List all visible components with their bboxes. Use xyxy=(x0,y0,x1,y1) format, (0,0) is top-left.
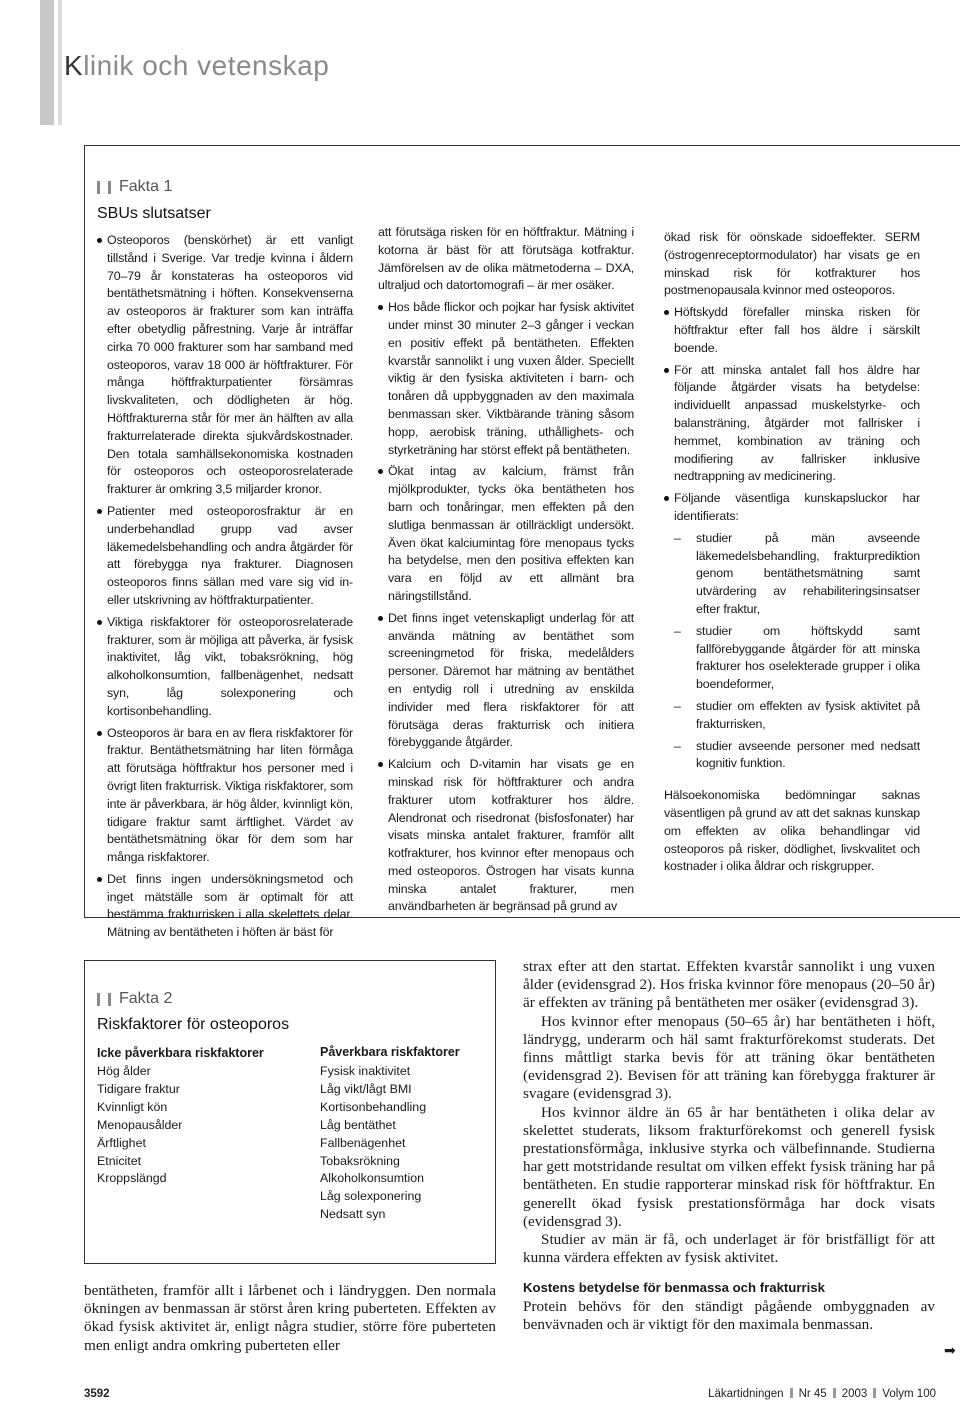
bullet-item: För att minska antalet fall hos äldre har följande åtgärder visats ha betydelse: individuellt anpassad muskelstyrke- och balansträning, åtgärder mot fallrisker i hemmet, kombination av träning och modifiering av fallrisker inklusive nedtrappning av medicinering. xyxy=(664,362,920,487)
bullet-item: Osteoporos är bara en av flera riskfaktorer för fraktur. Bentäthetsmätning har liten förmåga att förutsäga höftfraktur hos personer med i övrigt liten frakturrisk. Viktiga riskfaktorer, som inte är påverkbara, är hög ålder, kvinnligt kön, tidigare fraktur samt ärftlighet. Värdet av bentäthetsmätning ökar för dem som har många riskfaktorer. xyxy=(97,725,353,867)
paragraph: att förutsäga risken för en höftfraktur. Mätning i kotorna är bäst för att förutsäga kotfraktur. Jämförelsen av de olika mätmetoderna – DXA, ultraljud och datortomografi – är mer osäker. xyxy=(378,225,634,293)
bullet-item: Ökat intag av kalcium, främst från mjölkprodukter, tycks öka bentätheten hos barn och tonåringar, men effekten på den slutliga benmassan är otillräckligt undersökt. Även ökat kalciumintag före menopaus tycks ha betydelse, men den positiva effekten kan vara en följd av ett allmänt bra näringstillstånd. xyxy=(378,463,634,605)
fakta1-label: Fakta 1 xyxy=(97,178,172,196)
header-decoration-bar xyxy=(40,0,54,125)
fakta-marker-icon xyxy=(108,181,111,194)
paragraph: Hälsoekonomiska bedömningar saknas väsentligen på grund av att det saknas kunskap om effekten av olika behandlingar vid osteoporos på risker, dödlighet, livskvalitet och kostnader i olika åldrar och riskgrupper. xyxy=(664,788,920,874)
dash-item: – studier på män avseende läkemedelsbehandling, frakturprediktion genom bentäthetsmätning samt utvärdering av rehabiliteringsinsatser efter fraktur, xyxy=(664,530,920,619)
risk-factor-item: Kortisonbehandling xyxy=(320,1099,427,1114)
fakta-marker-icon xyxy=(108,993,111,1006)
dash-item: – studier om höftskydd samt fallförebyggande åtgärder för att minska frakturer hos oselekterade grupper i olika boendeformer, xyxy=(664,623,920,694)
bullet-item: Osteoporos (benskörhet) är ett vanligt tillstånd i Sverige. Var tredje kvinna i åldern 70–79 år konstateras ha osteoporos vid bentäthetsmätning i höften. Konsekvenserna av osteoporos är frakturer som kan inträffa efter obetydlig påfrestning. Varje år inträffar cirka 70 000 frakturer som har samband med osteoporos, varav 18 000 är höftfrakturer. För många höftfrakturpatienter försämras livskvaliteten, och dödligheten är hög. Höftfrakturerna står för mer än hälften av alla frakturrelaterade direkta sjukvårdskostnader. Den totala samhällsekonomiska kostnaden för osteoporos och osteoporosrelaterade frakturer är omkring 3,5 miljarder kronor. xyxy=(97,232,353,499)
body-paragraph: Protein behövs för den ständigt pågående ombyggnaden av benvävnaden och är viktigt för den maximala benmassan. xyxy=(523,1297,935,1333)
header-decoration-bar-thin xyxy=(58,0,62,125)
risk-factor-item: Tidigare fraktur xyxy=(97,1081,180,1096)
risk-factor-item: Fallbenägenhet xyxy=(320,1135,406,1150)
separator xyxy=(833,1388,836,1398)
fakta2-label: Fakta 2 xyxy=(97,990,172,1008)
body-text-left: bentätheten, framför allt i lårbenet och i ländryggen. Den normala ökningen av benmassan är störst åren kring puberteten. Effekten av ökad fysisk aktivitet är, enligt några studier, större före puberteten men enligt andra omkring puberteten eller xyxy=(84,1282,496,1354)
risk-factor-item: Fysisk inaktivitet xyxy=(320,1064,411,1078)
bullet-item: Kalcium och D-vitamin har visats ge en minskad risk för höftfrakturer och andra frakturer utom kotfrakturer hos äldre. Alendronat och risedronat (bisfosfonater) har visats minska antalet frakturer, framför allt kotfrakturer, hos kvinnor efter menopaus och med osteoporos. Östrogen har visats kunna minska antalet frakturer, men användbarheten är begränsad på grund av xyxy=(378,756,634,916)
volume: Volym 100 xyxy=(882,1388,936,1400)
nonmodifiable-risk-heading: Icke påverkbara riskfaktorer xyxy=(97,1046,264,1060)
risk-factor-item: Låg vikt/lågt BMI xyxy=(320,1081,412,1096)
bullet-item: Det finns ingen undersökningsmetod och inget mätställe som är optimalt för att bestämma frakturrisken i alla skelettets delar. Mätning av bentätheten i höften är bäst för xyxy=(97,871,353,942)
separator xyxy=(790,1388,793,1398)
journal-name: Läkartidningen xyxy=(708,1388,784,1400)
section-title: Klinik och vetenskap xyxy=(64,50,330,81)
continue-arrow-icon: ➡ xyxy=(944,1342,956,1358)
separator xyxy=(873,1388,876,1398)
bullet-item: Det finns inget vetenskapligt underlag för att använda mätning av bentäthet som screeningmetod för friska, medelålders personer. Däremot har mätning av bentäthet en entydig roll i utredning av enskilda individer med flera riskfaktorer för att förutsäga deras frakturrisk och initiera förebyggande åtgärder. xyxy=(378,610,634,752)
footer-journal-info xyxy=(708,1388,936,1400)
risk-factor-item: Nedsatt syn xyxy=(320,1207,386,1222)
modifiable-risk-list xyxy=(320,1063,426,1224)
bullet-item: Patienter med osteoporosfraktur är en underbehandlad grupp vad avser läkemedelsbehandling och andra åtgärder för att förebygga nya frakturer. Diagnosen osteoporos finns sällan med vare sig vid in- eller utskrivning av höftfrakturpatienter. xyxy=(97,503,353,610)
fakta1-column-1 xyxy=(97,232,353,946)
risk-factor-item: Kroppslängd xyxy=(97,1171,167,1186)
risk-factor-item: Tobaksrökning xyxy=(320,1153,400,1168)
fakta1-column-3 xyxy=(664,229,920,880)
risk-factor-item: Låg bentäthet xyxy=(320,1117,396,1132)
fakta-marker-icon xyxy=(97,181,100,194)
body-paragraph: Hos kvinnor efter menopaus (50–65 år) har bentätheten i höft, ländrygg, underarm och häl samt frakturförekomst studerats. Det finns måttligt starka bevis för att träning ökar bentätheten (evidensgrad 2). Bevisen för att träning kan förebygga frakturer är svagare (evidensgrad 3). xyxy=(523,1012,935,1103)
body-paragraph: Hos kvinnor äldre än 65 år har bentätheten i olika delar av skelettet studerats, liksom frakturförekomst och generell fysisk prestationsförmåga, inklusive styrka och välbefinnande. Studierna har gett motstridande resultat om vilken effekt fysisk träning har på bentätheten. En studie rapporterar minskad risk för höftfraktur. En generellt ökad fysisk prestationsförmåga har dock visats (evidensgrad 3). xyxy=(523,1103,935,1230)
fakta1-heading: SBUs slutsatser xyxy=(97,205,211,222)
fakta2-heading: Riskfaktorer för osteoporos xyxy=(97,1016,290,1033)
bullet-item: Följande väsentliga kunskapsluckor har identifierats: xyxy=(664,490,920,526)
paragraph: ökad risk för oönskade sidoeffekter. SERM (östrogenreceptormodulator) har visats ge en minskad risk för kotfrakturer hos postmenopausala kvinnor med osteoporos. xyxy=(664,230,920,298)
body-paragraph: Studier av män är få, och underlaget är för bristfälligt för att kunna värdera effekten av fysisk aktivitet. xyxy=(523,1231,935,1267)
risk-factor-item: Hög ålder xyxy=(97,1064,151,1078)
bullet-item: Höftskydd förefaller minska risken för höftfraktur efter fall hos äldre i särskilt boende. xyxy=(664,304,920,357)
page-number: 3592 xyxy=(84,1388,110,1400)
fakta-marker-icon xyxy=(97,993,100,1006)
risk-factor-item: Etnicitet xyxy=(97,1153,142,1168)
risk-factor-item: Ärftlighet xyxy=(97,1135,146,1150)
bullet-item: Hos både flickor och pojkar har fysisk aktivitet under minst 30 minuter 2–3 gånger i veckan en positiv effekt på bentätheten. Effekten kvarstår sannolikt i ung vuxen ålder. Speciellt viktig är den fysiska aktiviteten i barn- och tonåren då uppbyggnaden av den maximala benmassan sker. Viktbärande träning såsom hopp, aerobisk träning, uthållighets- och styrketräning har störst effekt på bentätheten. xyxy=(378,299,634,459)
risk-factor-item: Menopausålder xyxy=(97,1117,183,1132)
fakta1-column-2 xyxy=(378,224,634,920)
nonmodifiable-risk-list xyxy=(97,1063,182,1188)
risk-factor-item: Låg solexponering xyxy=(320,1189,422,1204)
year: 2003 xyxy=(841,1388,868,1400)
bullet-item: Viktiga riskfaktorer för osteoporosrelaterade frakturer, som är möjliga att påverka, är fysisk inaktivitet, låg vikt, tobaksrökning, hög alkoholkonsumtion, fallbenägenhet, nedsatt syn, låg solexponering och kortisonbehandling. xyxy=(97,614,353,721)
body-paragraph: strax efter att den startat. Effekten kvarstår sannolikt i ung vuxen ålder (evidensgrad 2). Hos friska kvinnor före menopaus (20–50 år) är effekten av träning på bentätheten mer osäker (evidensgrad 3). xyxy=(523,958,935,1012)
risk-factor-item: Kvinnligt kön xyxy=(97,1099,168,1114)
dash-item: – studier om effekten av fysisk aktivitet på frakturrisken, xyxy=(664,698,920,734)
risk-factor-item: Alkoholkonsumtion xyxy=(320,1171,425,1186)
subheading: Kostens betydelse för benmassa och frakturrisk xyxy=(523,1280,825,1296)
issue-number: Nr 45 xyxy=(798,1388,827,1400)
body-text-right xyxy=(523,958,935,1334)
modifiable-risk-heading: Påverkbara riskfaktorer xyxy=(320,1045,460,1059)
dash-item: – studier avseende personer med nedsatt kognitiv funktion. xyxy=(664,738,920,774)
